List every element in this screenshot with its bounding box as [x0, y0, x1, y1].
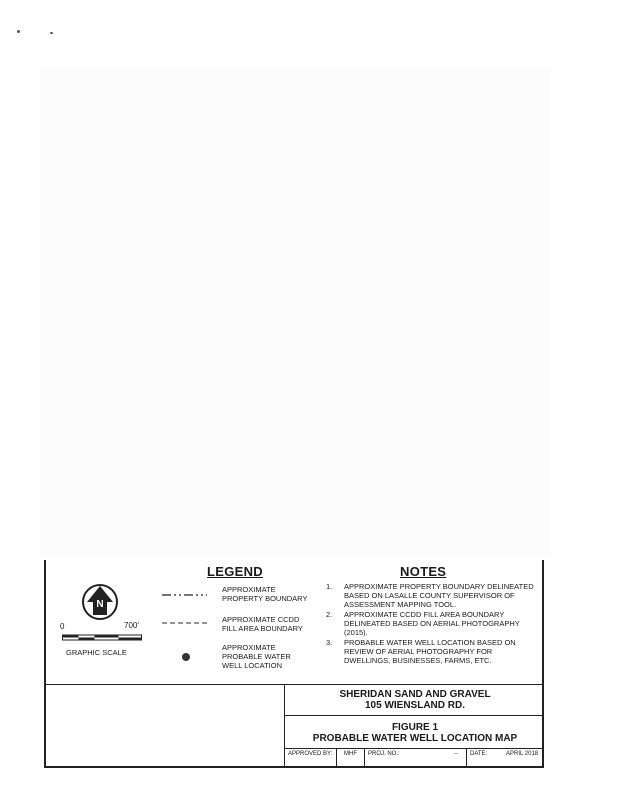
notes-heading: NOTES — [400, 564, 447, 579]
title-block-top-rule — [46, 684, 542, 685]
date-label: DATE: — [470, 751, 488, 757]
date-value: APRIL 2018 — [506, 751, 539, 757]
scan-speck — [17, 30, 20, 33]
scan-speck — [50, 32, 53, 34]
title-block-rule — [284, 715, 542, 716]
legend-item-water-well: APPROXIMATE PROBABLE WATER WELL LOCATION — [222, 643, 291, 670]
note-item: 1. APPROXIMATE PROPERTY BOUNDARY DELINEATED BASED ON LASALLE COUNTY SUPERVISOR OF ASSESSMENT MAPPING TOOL. — [326, 582, 534, 609]
figure-title: FIGURE 1 PROBABLE WATER WELL LOCATION MAP — [312, 722, 518, 744]
legend-item-ccdd-fill-boundary: APPROXIMATE CCDD FILL AREA BOUNDARY — [222, 615, 303, 633]
footer-cell-divider — [336, 748, 337, 768]
north-arrow-letter: N — [96, 599, 104, 610]
footer-cell-divider — [466, 748, 467, 768]
notes-list — [326, 582, 536, 666]
ccdd-fill-boundary-symbol — [162, 620, 207, 626]
scale-bar-segment — [63, 635, 79, 638]
scale-bar — [62, 633, 142, 643]
north-arrow-icon — [80, 582, 120, 622]
legend-heading: LEGEND — [207, 564, 263, 579]
scale-caption: GRAPHIC SCALE — [66, 648, 127, 657]
note-item: 2. APPROXIMATE CCDD FILL AREA BOUNDARY DELINEATED BASED ON AERIAL PHOTOGRAPHY (2015). — [326, 610, 520, 637]
project-number-label: PROJ. NO.: — [368, 751, 400, 757]
approved-by-value: MHF — [344, 751, 357, 757]
footer-cell-divider — [364, 748, 365, 768]
legend-item-property-boundary: APPROXIMATE PROPERTY BOUNDARY — [222, 585, 308, 603]
scale-end-label: 700' — [124, 621, 139, 630]
scale-bar-segment — [119, 638, 142, 641]
property-boundary-symbol — [162, 592, 207, 598]
map-area — [40, 66, 550, 556]
legend-title-block — [44, 560, 544, 768]
scale-start-label: 0 — [60, 622, 65, 631]
company-name: SHERIDAN SAND AND GRAVEL 105 WIENSLAND RD. — [339, 689, 491, 711]
scale-bar-segment — [95, 635, 119, 638]
note-item: 3. PROBABLE WATER WELL LOCATION BASED ON REVIEW OF AERIAL PHOTOGRAPHY FOR DWELLINGS, BUSINESSES, FARMS, ETC. — [326, 638, 516, 665]
title-block-divider — [284, 684, 285, 768]
scale-bar-segment — [79, 638, 95, 641]
project-number-value: -- — [454, 751, 458, 757]
water-well-dot-icon — [181, 652, 191, 662]
approved-by-label: APPROVED BY: — [288, 751, 333, 757]
title-block-rule — [284, 748, 542, 749]
